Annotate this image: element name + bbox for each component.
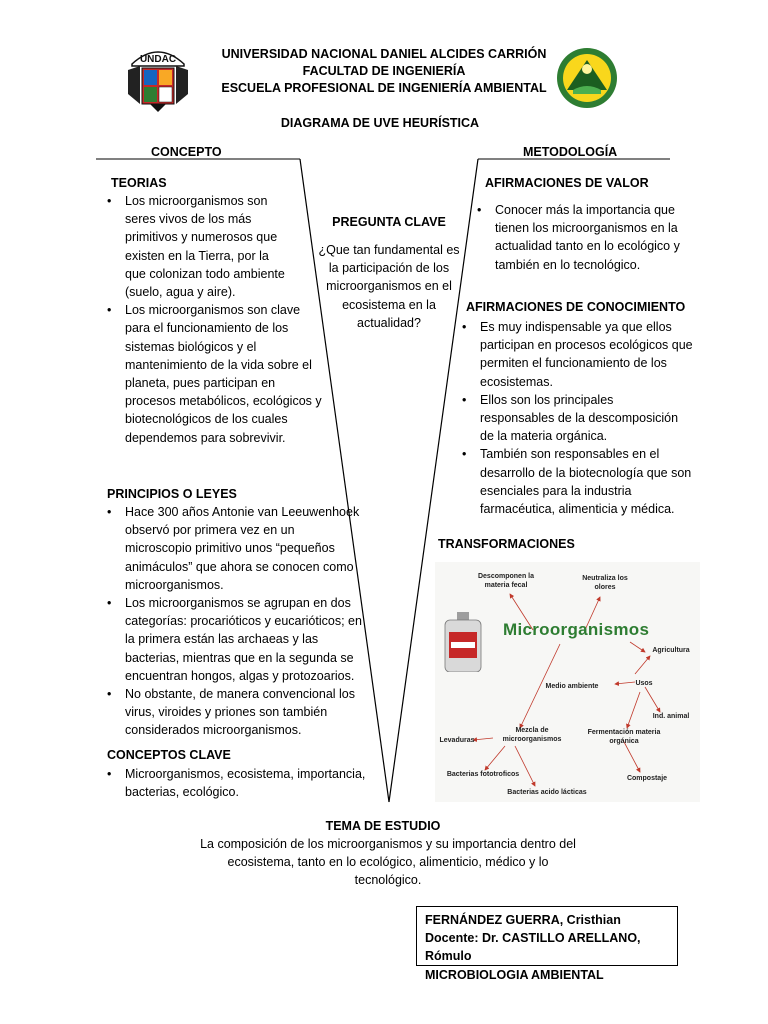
teorias-list bbox=[107, 192, 322, 447]
pregunta-clave-heading: PREGUNTA CLAVE bbox=[332, 215, 446, 229]
teoria-item: • Los microorganismos son seres vivos de los más primitivos y numerosos que existen en la Tierra, por la que colonizan todo ambiente (suelo, agua y aire). bbox=[107, 192, 285, 301]
principios-list bbox=[107, 503, 367, 740]
university-name: UNIVERSIDAD NACIONAL DANIEL ALCIDES CARRIÓN bbox=[221, 47, 547, 61]
principio-item: • No obstante, de manera convencional los virus, viroides y priones son también considerados microorganismos. bbox=[107, 685, 375, 740]
transformaciones-heading: TRANSFORMACIONES bbox=[438, 537, 575, 551]
diagram-center-label: Microorganismos bbox=[503, 620, 650, 639]
faculty-name: FACULTAD DE INGENIERÍA bbox=[302, 64, 466, 78]
afirmaciones-valor-heading: AFIRMACIONES DE VALOR bbox=[485, 176, 649, 190]
node-levaduras: Levaduras bbox=[439, 737, 475, 744]
node-agricultura: Agricultura bbox=[652, 647, 690, 654]
afirmaciones-valor-list bbox=[477, 201, 687, 274]
node-neutraliza: Neutraliza los olores bbox=[582, 575, 628, 591]
document-title: DIAGRAMA DE UVE HEURÍSTICA bbox=[280, 116, 480, 130]
docente-name: Docente: Dr. CASTILLO ARELLANO, Rómulo bbox=[425, 931, 641, 964]
node-compostaje: Compostaje bbox=[626, 775, 668, 782]
valor-item: • Conocer más la importancia que tienen los microorganismos en la actualidad tanto en lo ecológico y también en lo tecnológico. bbox=[477, 201, 700, 274]
tema-estudio-heading: TEMA DE ESTUDIO bbox=[325, 819, 441, 833]
course-name: MICROBIOLOGIA AMBIENTAL bbox=[425, 967, 604, 982]
principios-heading: PRINCIPIOS O LEYES bbox=[107, 487, 237, 501]
concepto-heading: CONCEPTO bbox=[151, 145, 222, 159]
pregunta-clave-text: ¿Que tan fundamental es la participación de los microorganismos en el ecosistema en la actualidad? bbox=[318, 243, 460, 330]
school-name: ESCUELA PROFESIONAL DE INGENIERÍA AMBIENTAL bbox=[221, 81, 547, 95]
teoria-item: • Los microorganismos son clave para el funcionamiento de los sistemas biológicos y el mantenimiento de la vida sobre el planeta, pues participan en procesos metabólicos, ecológicos y biotecnológicos de los cuales dependemos para sobrevivir. bbox=[107, 301, 323, 447]
afirmaciones-conocimiento-heading: AFIRMACIONES DE CONOCIMIENTO bbox=[466, 300, 686, 314]
conocimiento-item: • También son responsables en el desarrollo de la biotecnología que son esenciales para la industria farmacéutica, alimenticia y médica. bbox=[462, 445, 702, 518]
conceptos-clave-list bbox=[107, 765, 377, 801]
afirmaciones-conocimiento-list bbox=[462, 318, 692, 518]
conocimiento-item: • Ellos son los principales responsables de la descomposición de la materia orgánica. bbox=[462, 391, 685, 446]
node-mezcla: Mezcla de microorganismos bbox=[502, 727, 562, 743]
concepto-clave-item: • Microorganismos, ecosistema, importancia, bacterias, ecológico. bbox=[107, 765, 377, 801]
node-fototroficos: Bacterias fototroficos bbox=[446, 771, 520, 778]
metodologia-heading: METODOLOGÍA bbox=[523, 145, 618, 159]
author-box bbox=[416, 906, 678, 982]
bottle-image bbox=[441, 612, 485, 672]
node-usos: Usos bbox=[635, 680, 653, 687]
tema-estudio-text: La composición de los microorganismos y su importancia dentro del ecosistema, tanto en lo ecológico, alimenticio, médico y lo tecnológico. bbox=[200, 837, 576, 888]
principio-item: • Hace 300 años Antonie van Leeuwenhoek observó por primera vez en un microscopio primitivo unos “pequeños animáculos” que ahora se conocen como microorganismos. bbox=[107, 503, 361, 594]
node-ind-animal: Ind. animal bbox=[652, 713, 690, 720]
author-name: FERNÁNDEZ GUERRA, Cristhian bbox=[425, 913, 621, 927]
node-fermentacion: Fermentación materia orgánica bbox=[587, 729, 661, 745]
teorias-heading: TEORIAS bbox=[111, 176, 167, 190]
conceptos-clave-heading: CONCEPTOS CLAVE bbox=[107, 748, 231, 762]
undac-logo-text: UNDAC bbox=[139, 54, 177, 65]
conocimiento-item: • Es muy indispensable ya que ellos participan en procesos ecológicos que permiten el funcionamiento de los ecosistemas. bbox=[462, 318, 705, 391]
principio-item: • Los microorganismos se agrupan en dos categorías: procarióticos y eucarióticos; en la primera están las archaeas y las bacterias, mientras que en la segunda se encuentran hongos, algas y protozoarios. bbox=[107, 594, 375, 685]
transformaciones-diagram bbox=[435, 562, 700, 802]
node-medio-ambiente: Medio ambiente bbox=[545, 683, 599, 690]
node-lacticas: Bacterias acido lácticas bbox=[507, 789, 587, 796]
node-descomponen: Descomponen la materia fecal bbox=[477, 573, 534, 589]
